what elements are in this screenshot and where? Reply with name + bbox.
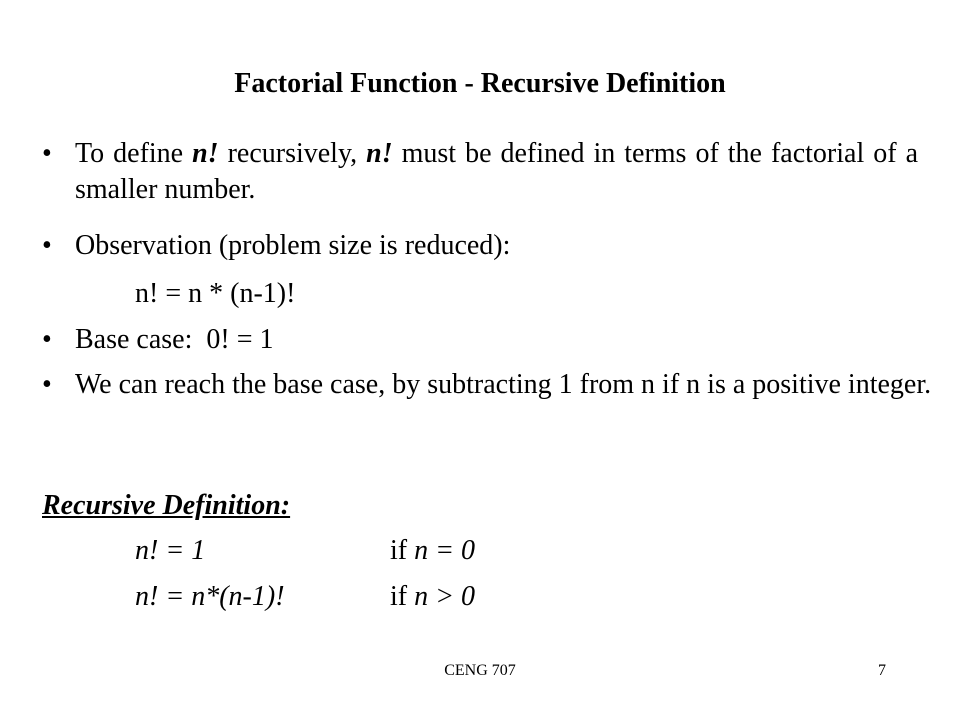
footer-page-number: 7 bbox=[878, 662, 886, 679]
bullet-marker: • bbox=[42, 324, 52, 355]
footer-course: CENG 707 bbox=[444, 662, 516, 679]
bullet-text-part: recursively, bbox=[218, 138, 367, 169]
definition-row-base bbox=[135, 533, 475, 569]
bullet-list bbox=[42, 136, 918, 284]
bullet-item-reach-base-case bbox=[42, 367, 951, 403]
bullet-marker: • bbox=[42, 138, 52, 169]
bullet-item-base-case bbox=[42, 322, 951, 358]
bullet-text: Observation (problem size is reduced): bbox=[75, 230, 511, 261]
definition-lhs: n! = n*(n-1)! bbox=[135, 581, 285, 612]
bullet-marker: • bbox=[42, 369, 52, 400]
bullet-item-observation bbox=[42, 228, 918, 264]
n-factorial-emphasis: n! bbox=[366, 138, 393, 169]
slide-title: Factorial Function - Recursive Definition bbox=[234, 68, 726, 99]
recursive-definition-heading: Recursive Definition: bbox=[42, 490, 291, 521]
base-case-label: Base case: bbox=[75, 324, 193, 355]
bullet-item-define-recursively bbox=[42, 136, 918, 208]
definition-condition-keyword: if bbox=[390, 535, 415, 566]
definition-condition-keyword: if bbox=[390, 581, 415, 612]
observation-formula: n! = n * (n-1)! bbox=[135, 278, 296, 309]
bullet-marker: • bbox=[42, 230, 52, 261]
definition-row-recursive bbox=[135, 579, 475, 615]
definition-condition-expression: n > 0 bbox=[414, 581, 476, 612]
bullet-text-part: To define bbox=[75, 138, 193, 169]
base-case-formula: 0! = 1 bbox=[206, 324, 274, 355]
definition-lhs: n! = 1 bbox=[135, 535, 206, 566]
n-factorial-emphasis: n! bbox=[192, 138, 219, 169]
bullet-text: We can reach the base case, by subtracting 1 from n if n is a positive integer. bbox=[75, 369, 932, 400]
definition-condition-expression: n = 0 bbox=[414, 535, 476, 566]
bullet-text-part: must be defined in terms of the factorial of a smaller number. bbox=[75, 138, 918, 205]
bullet-text bbox=[75, 136, 918, 208]
